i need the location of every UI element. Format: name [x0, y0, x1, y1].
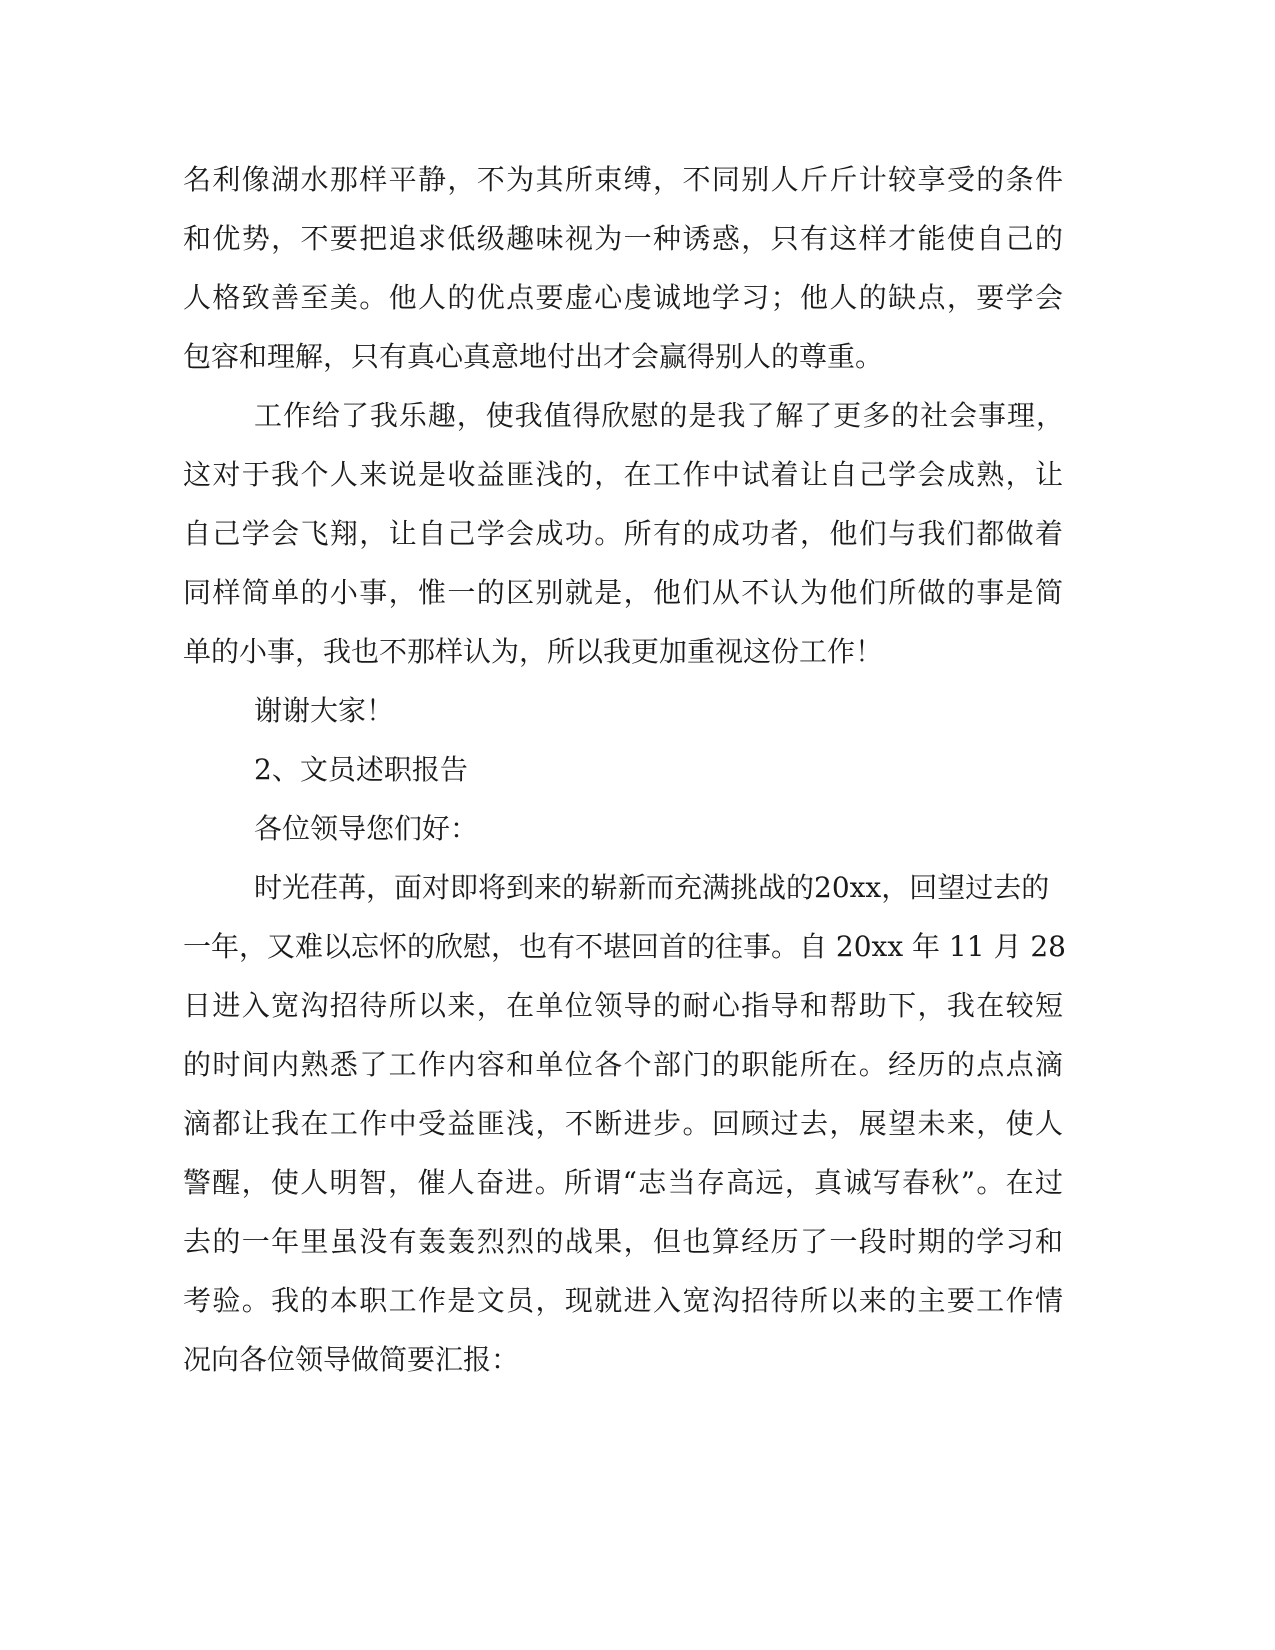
- text-line: 一年，又难以忘怀的欣慰，也有不堪回首的往事。自 20xx 年 11 月 28: [183, 930, 1066, 963]
- text-line: 警醒，使人明智，催人奋进。所谓“志当存高远，真诚写春秋”。在过: [183, 1166, 1063, 1199]
- text-line: 自己学会飞翔，让自己学会成功。所有的成功者，他们与我们都做着: [183, 517, 1063, 550]
- text-line: 包容和理解，只有真心真意地付出才会赢得别人的尊重。: [183, 340, 884, 373]
- text-line: 时光荏苒，面对即将到来的崭新而充满挑战的20xx，回望过去的: [254, 871, 1050, 904]
- section-heading: 2、文员述职报告: [254, 753, 468, 786]
- text-line: 谢谢大家！: [254, 694, 395, 727]
- text-line: 的时间内熟悉了工作内容和单位各个部门的职能所在。经历的点点滴: [183, 1048, 1063, 1081]
- text-line: 工作给了我乐趣，使我值得欣慰的是我了解了更多的社会事理，: [254, 399, 1064, 432]
- text-line: 名利像湖水那样平静，不为其所束缚，不同别人斤斤计较享受的条件: [183, 163, 1063, 196]
- text-line: 同样简单的小事，惟一的区别就是，他们从不认为他们所做的事是简: [183, 576, 1063, 609]
- text-line: 况向各位领导做简要汇报：: [183, 1343, 520, 1376]
- text-line: 单的小事，我也不那样认为，所以我更加重视这份工作！: [183, 635, 884, 668]
- text-line: 日进入宽沟招待所以来，在单位领导的耐心指导和帮助下，我在较短: [183, 989, 1063, 1022]
- text-line: 和优势，不要把追求低级趣味视为一种诱惑，只有这样才能使自己的: [183, 222, 1063, 255]
- salutation: 各位领导您们好：: [254, 812, 479, 845]
- text-line: 考验。我的本职工作是文员，现就进入宽沟招待所以来的主要工作情: [183, 1284, 1063, 1317]
- text-line: 滴都让我在工作中受益匪浅，不断进步。回顾过去，展望未来，使人: [183, 1107, 1063, 1140]
- text-line: 这对于我个人来说是收益匪浅的，在工作中试着让自己学会成熟，让: [183, 458, 1063, 491]
- text-line: 去的一年里虽没有轰轰烈烈的战果，但也算经历了一段时期的学习和: [183, 1225, 1063, 1258]
- text-line: 人格致善至美。他人的优点要虚心虔诚地学习；他人的缺点，要学会: [183, 281, 1063, 314]
